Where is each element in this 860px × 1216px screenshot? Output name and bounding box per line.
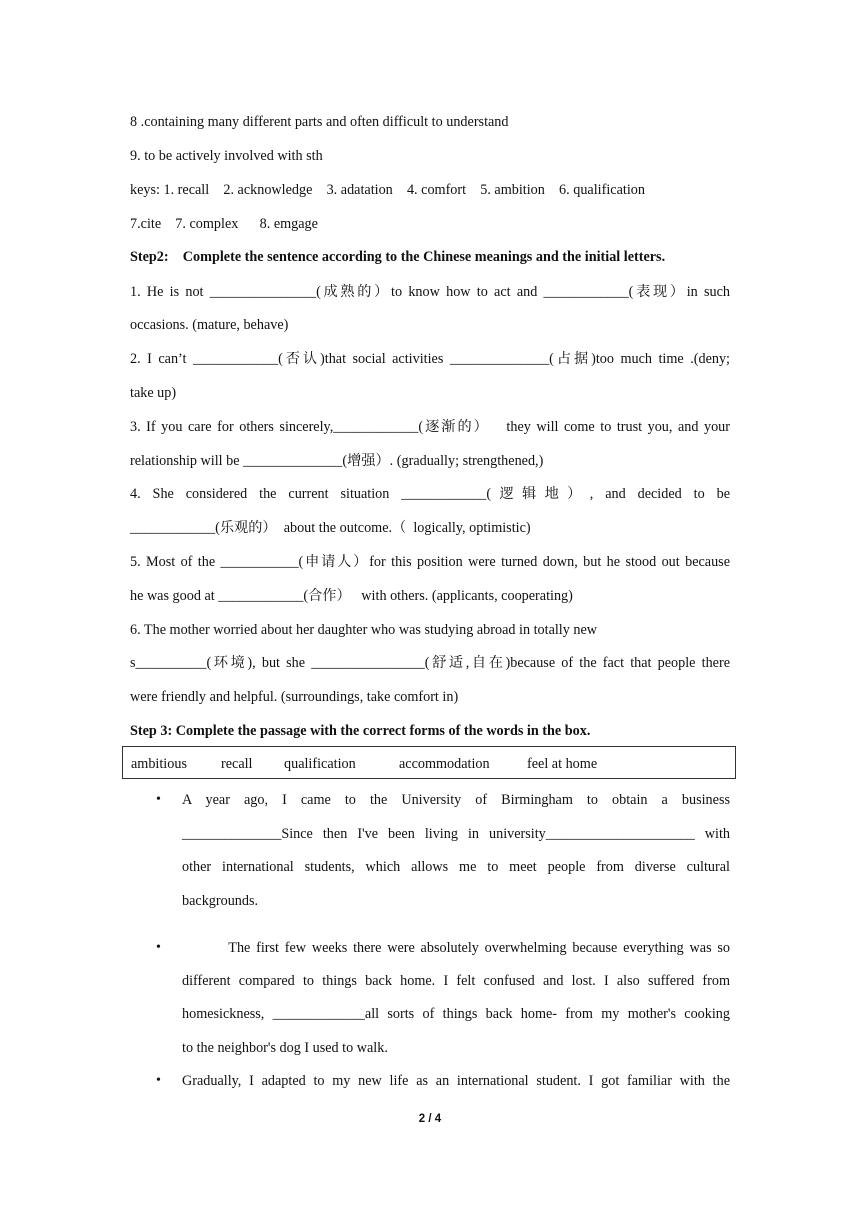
passage-p2-line1: The first few weeks there were absolutely overwhelming because everything was so (182, 940, 731, 956)
passage-p1-line1: A year ago, I came to the University of Birmingham to obtain a business (182, 792, 730, 808)
passage-p2-line3: homesickness, _____________all sorts of things back home- from my mother's cooking (182, 1006, 730, 1022)
passage-p2-line2: different compared to things back home. I felt confused and lost. I also suffered from (182, 973, 730, 989)
word-box-item: accommodation (399, 756, 490, 772)
passage-p1-line4: backgrounds. (182, 893, 259, 909)
step2-sentence-2a: 2. I can’t ____________(否认)that social activities ______________(占据)too much time .(deny; (130, 351, 730, 367)
step2-sentence-3a: 3. If you care for others sincerely,____________(逐渐的） they will come to trust you, and your (130, 419, 730, 435)
step2-sentence-6c: were friendly and helpful. (surroundings, take comfort in) (130, 689, 459, 705)
step2-sentence-3b: relationship will be ______________(增强）. (gradually; strengthened,) (130, 453, 544, 469)
word-box-item: feel at home (527, 756, 598, 772)
word-box-item: recall (221, 756, 253, 772)
passage-p1-line2: ______________Since then I've been living in university_____________________ with (182, 826, 730, 842)
vocab-definition-9: 9. to be actively involved with sth (130, 148, 323, 164)
step2-sentence-1a: 1. He is not _______________(成熟的）to know how to act and ____________(表现）in such (130, 284, 730, 300)
step2-sentence-2b: take up) (130, 385, 177, 401)
page-number: 2 / 4 (418, 1113, 442, 1125)
bullet-icon: • (156, 792, 161, 807)
step3-heading: Step 3: Complete the passage with the correct forms of the words in the box. (130, 723, 591, 739)
step2-sentence-1b: occasions. (mature, behave) (130, 317, 289, 333)
step2-sentence-4a: 4. She considered the current situation ____________(逻辑地）, and decided to be (130, 486, 730, 502)
step2-heading: Step2: Complete the sentence according to the Chinese meanings and the initial letters. (130, 249, 666, 265)
step2-sentence-4b: ____________(乐观的） about the outcome.（ logically, optimistic) (130, 520, 531, 536)
passage-p1-line3: other international students, which allows me to meet people from diverse cultural (182, 859, 730, 875)
answer-keys-line1: keys: 1. recall 2. acknowledge 3. adatation 4. comfort 5. ambition 6. qualification (130, 182, 645, 198)
step2-sentence-6b: s__________(环境), but she ________________(舒适,自在)because of the fact that people there (130, 655, 730, 671)
step2-sentence-6a: 6. The mother worried about her daughter who was studying abroad in totally new (130, 622, 598, 638)
word-box-item: ambitious (131, 756, 187, 772)
step2-sentence-5a: 5. Most of the ___________(申请人）for this position were turned down, but he stood out because (130, 554, 730, 570)
passage-p3-line1: Gradually, I adapted to my new life as an international student. I got familiar with the (182, 1073, 730, 1089)
bullet-icon: • (156, 1073, 161, 1088)
answer-keys-line2: 7.cite 7. complex 8. emgage (130, 216, 318, 232)
word-box-item: qualification (284, 756, 356, 772)
word-box (122, 746, 736, 779)
passage-p2-line4: to the neighbor's dog I used to walk. (182, 1040, 388, 1056)
vocab-definition-8: 8 .containing many different parts and often difficult to understand (130, 114, 509, 130)
bullet-icon: • (156, 940, 161, 955)
step2-sentence-5b: he was good at ____________(合作） with others. (applicants, cooperating) (130, 588, 573, 604)
